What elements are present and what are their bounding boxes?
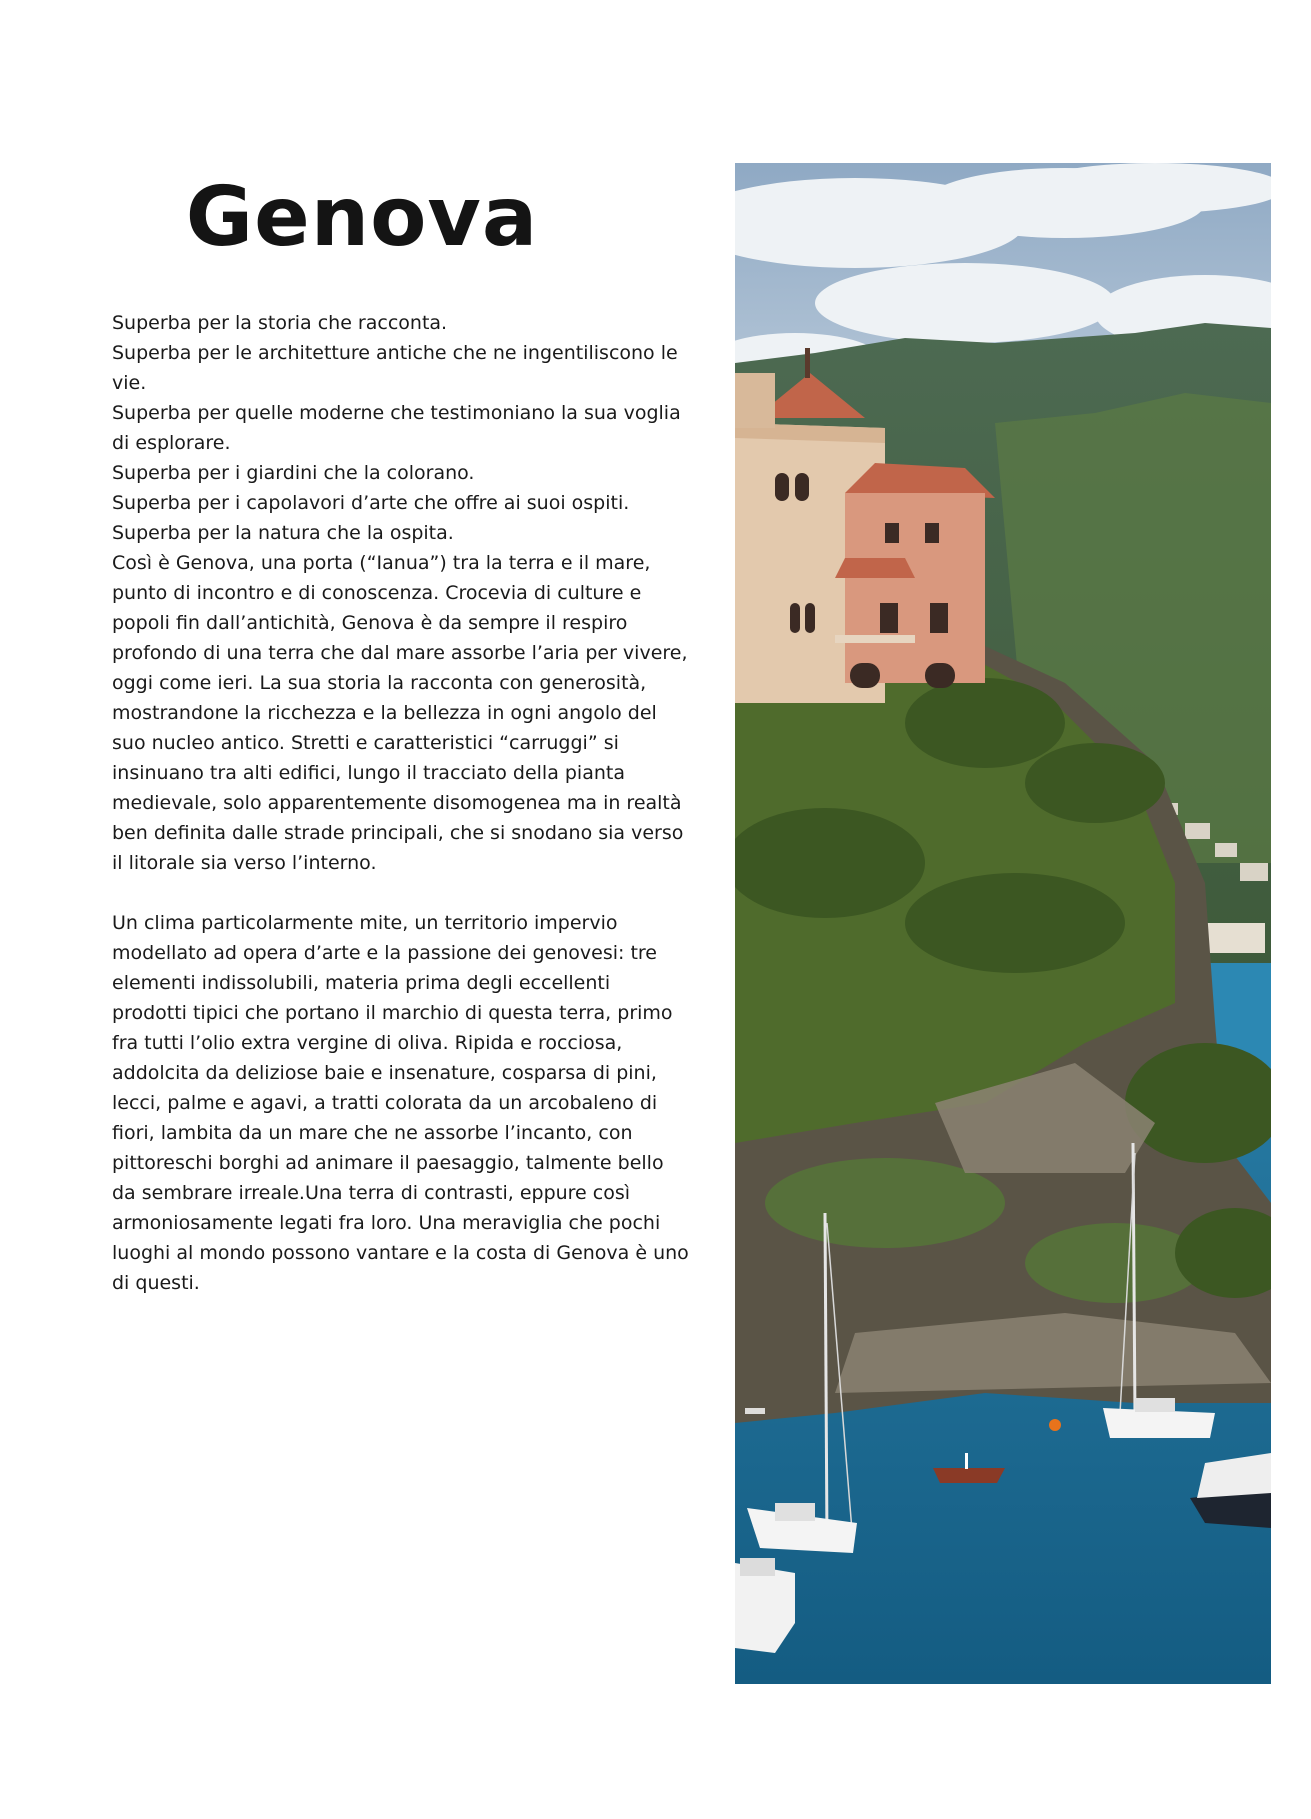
intro-line: Superba per la natura che la ospita.: [112, 522, 454, 544]
paragraph-2: Un clima particolarmente mite, un territorio impervio modellato ad opera d’arte e la passione dei genovesi: tre elementi indissolubili, materia prima degli eccellenti prodotti tipici che portano il marchio di questa terra, primo fra tutti l’olio extra vergine di oliva. Ripida e rocciosa, addolcita da deliziose baie e insenature, cosparsa di pini, lecci, palme e agavi, a tratti colorata da un arcobaleno di fiori, lambita da un mare che ne assorbe l’incanto, con pittoreschi borghi ad animare il paesaggio, talmente bello da sembrare irreale.Una terra di contrasti, eppure così armoniosamente legati fra loro. Una meraviglia che pochi luoghi al mondo possono vantare e la costa di Genova è uno di questi.: [112, 912, 689, 1294]
intro-lines: [112, 308, 690, 878]
page-title: Genova: [185, 170, 539, 265]
coast-photo-illustration: [735, 163, 1271, 1684]
boat-small-far: [745, 1408, 765, 1414]
paragraph-2-block: [112, 908, 690, 1298]
intro-line: Superba per i giardini che la colorano.: [112, 462, 475, 484]
coast-photo: [735, 163, 1271, 1684]
intro-line: Superba per i capolavori d’arte che offre ai suoi ospiti.: [112, 492, 630, 514]
paragraph-1: Così è Genova, una porta (“Ianua”) tra la terra e il mare, punto di incontro e di conoscenza. Crocevia di culture e popoli fin dall’antichità, Genova è da sempre il respiro profondo di una terra che dal mare assorbe l’aria per vivere, oggi come ieri. La sua storia la racconta con generosità, mostrandone la ricchezza e la bellezza in ogni angolo del suo nucleo antico. Stretti e caratteristici “carruggi” si insinuano tra alti edifici, lungo il tracciato della pianta medievale, solo apparentemente disomogenea ma in realtà ben definita dalle strade principali, che si snodano sia verso il litorale sia verso l’interno.: [112, 552, 688, 874]
intro-line: Superba per le architetture antiche che ne ingentiliscono le vie.: [112, 342, 678, 394]
intro-line: Superba per la storia che racconta.: [112, 312, 448, 334]
intro-line: Superba per quelle moderne che testimoniano la sua voglia di esplorare.: [112, 402, 681, 454]
article-body: [112, 308, 690, 1298]
buoy: [1049, 1419, 1061, 1431]
